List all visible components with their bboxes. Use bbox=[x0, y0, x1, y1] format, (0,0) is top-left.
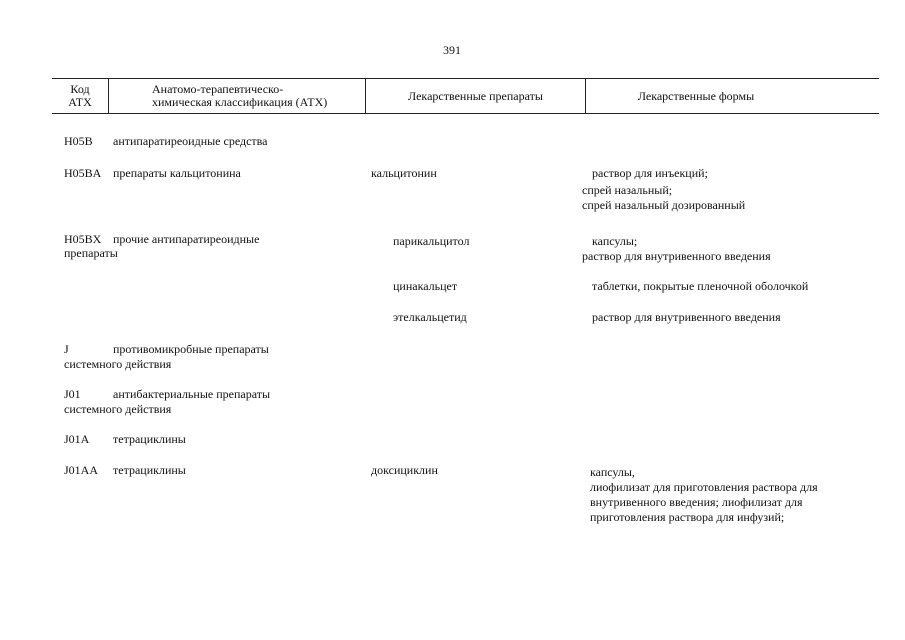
atc-class: прочие антипаратиреоидные bbox=[113, 232, 260, 246]
header-code bbox=[52, 79, 108, 113]
header-bottom-rule bbox=[52, 113, 879, 114]
header-class-line1: Анатомо-терапевтическо- bbox=[152, 82, 284, 96]
atc-code: H05B bbox=[64, 134, 93, 148]
atc-class: антипаратиреоидные средства bbox=[113, 134, 268, 148]
atc-code: J01AA bbox=[64, 463, 99, 477]
header-drugs: Лекарственные препараты bbox=[408, 88, 543, 103]
header-code-line2: АТХ bbox=[68, 95, 92, 109]
page-number: 391 bbox=[443, 43, 461, 57]
header-class-line2: химическая классификация (АТХ) bbox=[152, 95, 328, 109]
dosage-form: приготовления раствора для инфузий; bbox=[590, 510, 785, 524]
dosage-form: таблетки, покрытые пленочной оболочкой bbox=[592, 279, 809, 293]
header-classification bbox=[110, 79, 365, 113]
header-forms: Лекарственные формы bbox=[637, 88, 755, 103]
atc-code: J01 bbox=[64, 387, 81, 401]
dosage-form: капсулы; bbox=[592, 234, 638, 248]
atc-code: J bbox=[64, 342, 69, 356]
atc-code: J01A bbox=[64, 432, 90, 446]
header-divider bbox=[108, 79, 109, 113]
dosage-form: внутривенного введения; лиофилизат для bbox=[590, 495, 803, 509]
header-code-line1: Код bbox=[70, 82, 90, 96]
dosage-form: раствор для внутривенного введения bbox=[592, 310, 781, 324]
atc-code: H05BX bbox=[64, 232, 102, 246]
atc-class: системного действия bbox=[64, 357, 172, 371]
atc-class: антибактериальные препараты bbox=[113, 387, 271, 401]
drug-name: кальцитонин bbox=[371, 166, 437, 180]
atc-class: препараты кальцитонина bbox=[113, 166, 241, 180]
atc-class: противомикробные препараты bbox=[113, 342, 269, 356]
atc-class: тетрациклины bbox=[113, 463, 186, 477]
dosage-form: лиофилизат для приготовления раствора для bbox=[590, 480, 818, 494]
atc-class: системного действия bbox=[64, 402, 172, 416]
dosage-form: спрей назальный; bbox=[582, 183, 673, 197]
drug-name: парикальцитол bbox=[393, 234, 470, 248]
atc-code: H05BA bbox=[64, 166, 102, 180]
dosage-form: раствор для инъекций; bbox=[592, 166, 708, 180]
dosage-form: раствор для внутривенного введения bbox=[582, 249, 771, 263]
drug-name: цинакальцет bbox=[393, 279, 458, 293]
drug-name: доксициклин bbox=[371, 463, 438, 477]
drug-name: этелкальцетид bbox=[393, 310, 467, 324]
dosage-form: спрей назальный дозированный bbox=[582, 198, 746, 212]
atc-class: тетрациклины bbox=[113, 432, 186, 446]
dosage-form: капсулы, bbox=[590, 465, 635, 479]
atc-class: препараты bbox=[64, 246, 118, 260]
